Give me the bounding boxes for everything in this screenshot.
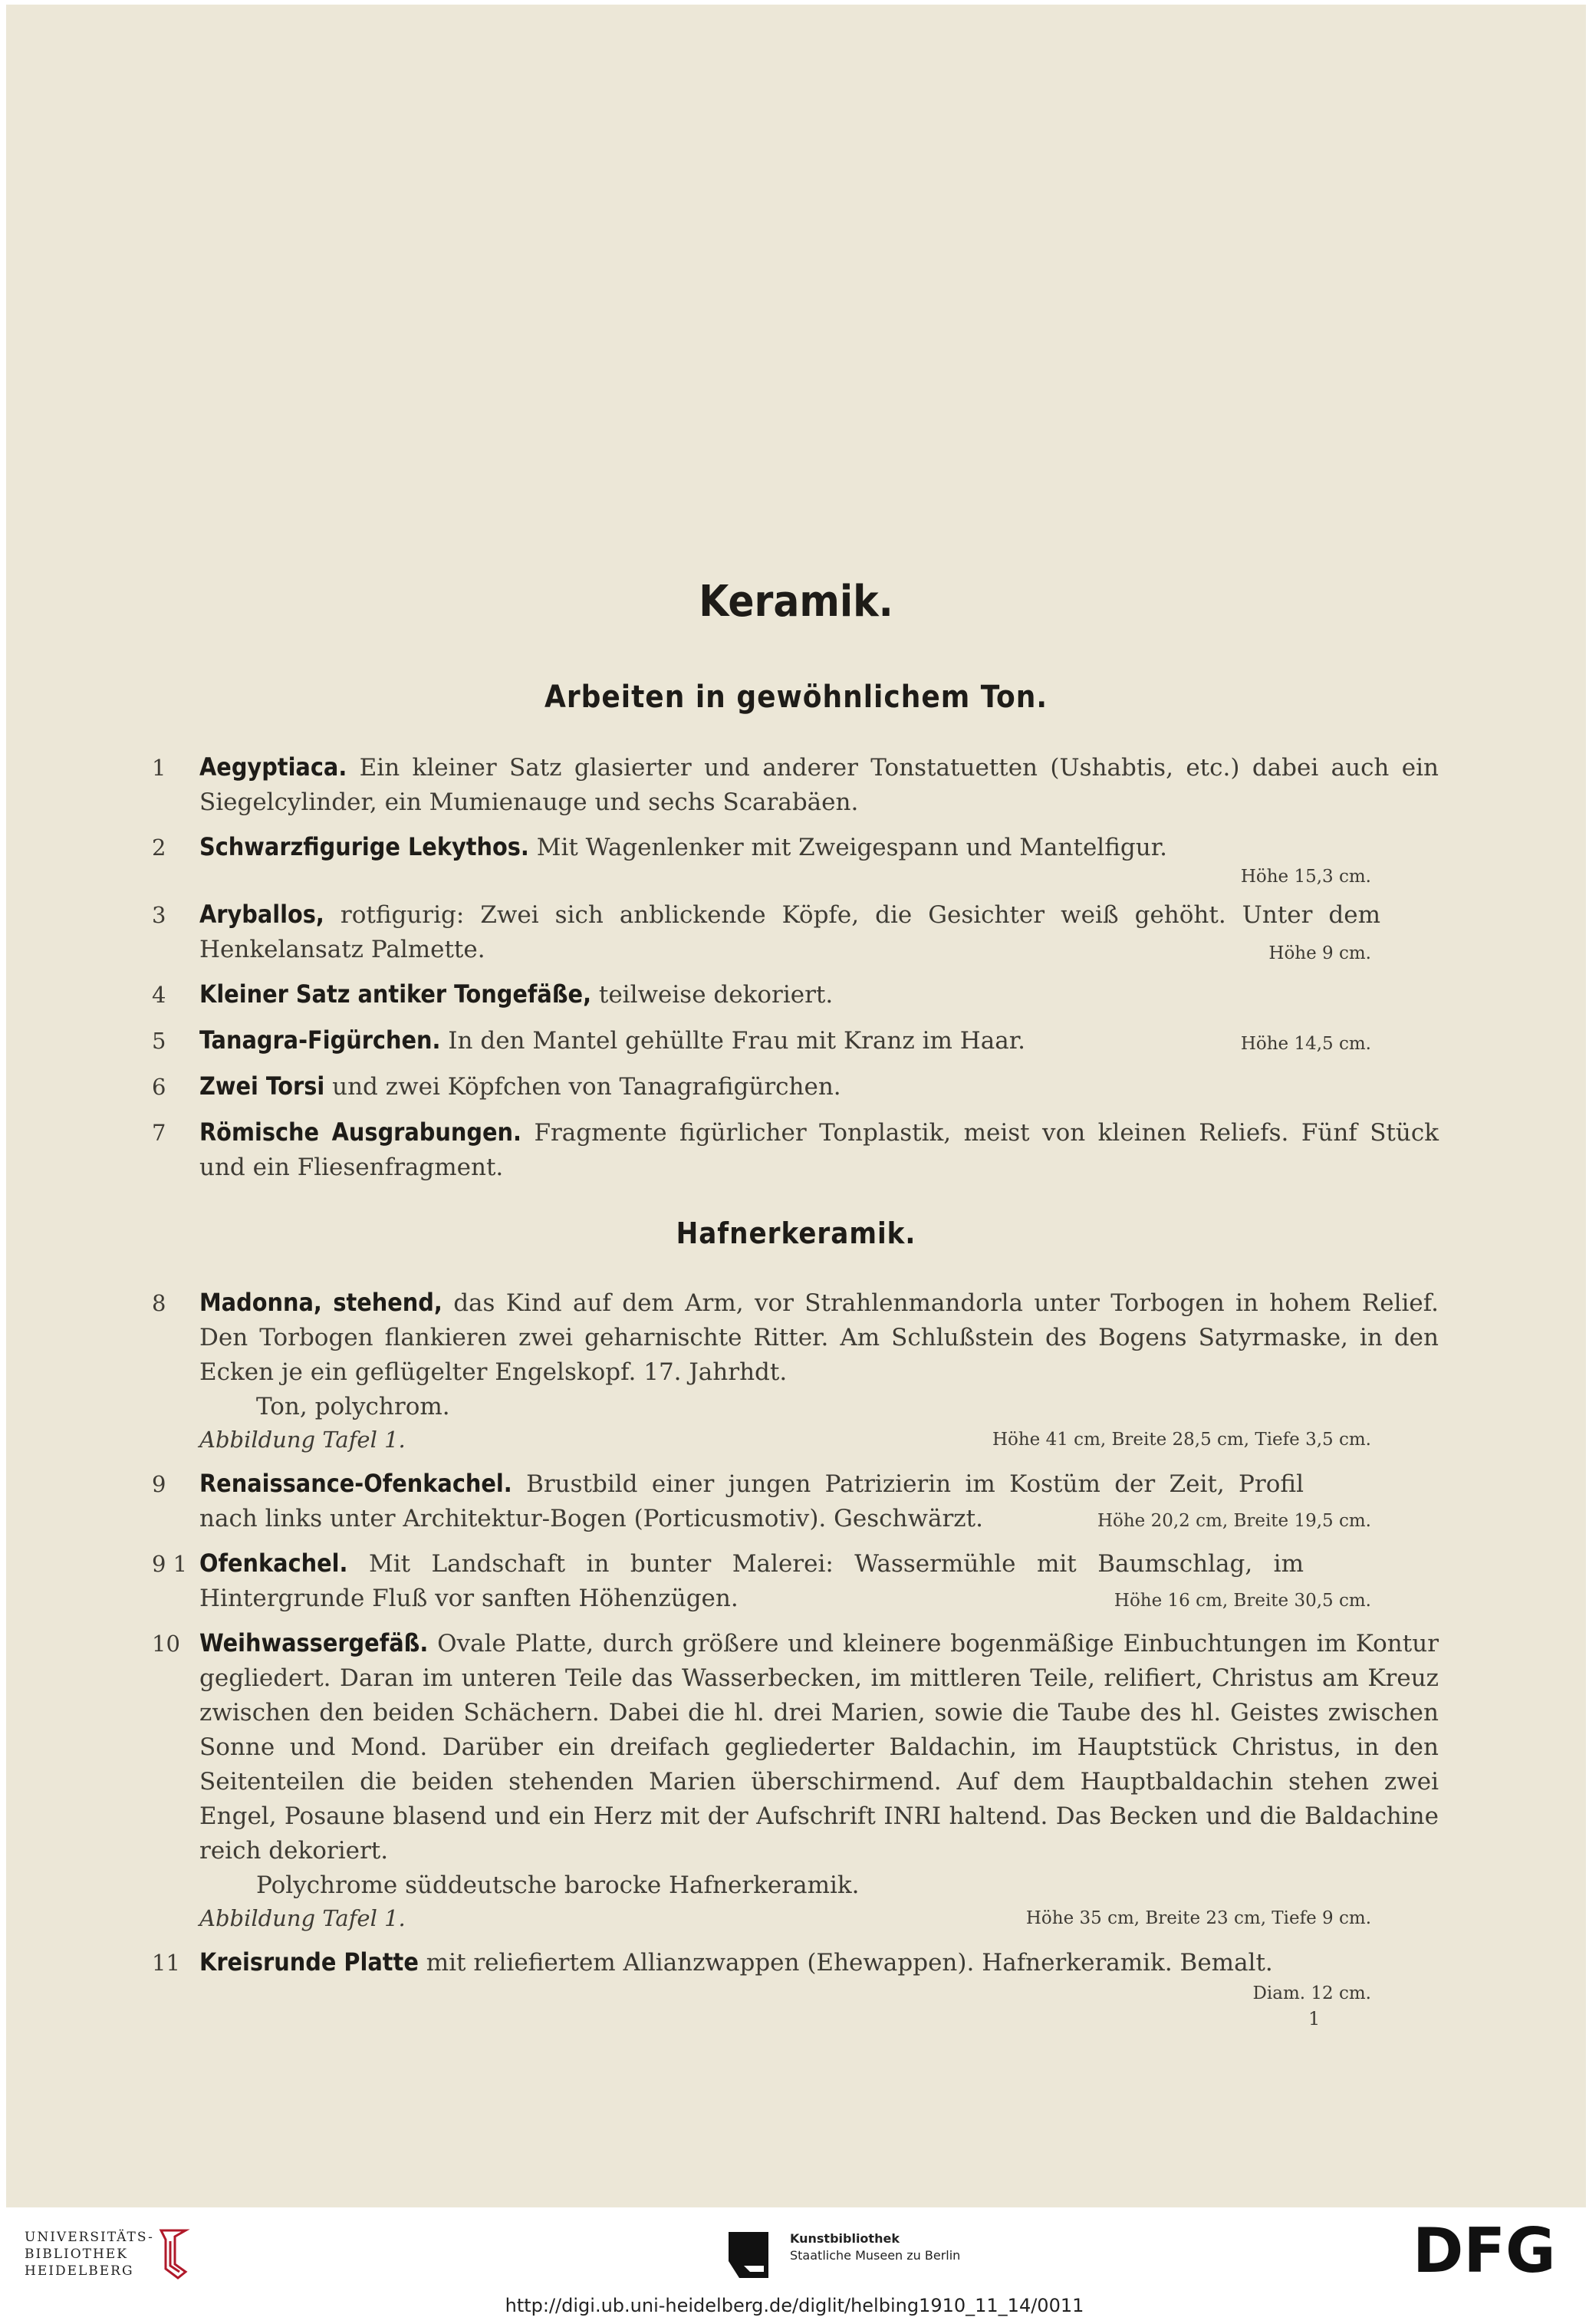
entry-number: 7 — [152, 1120, 166, 1146]
entry-text: Ovale Platte, durch größere und kleinere bogenmäßige Einbuchtungen im Kontur gegliedert. Daran im unteren Teile das Wasserbecken, im mittleren Teile, relifiert, Christus am Kreuz zwischen den beiden Schächern. Dabei die hl. drei Marien, sowie die Taube des hl. Geistes zwischen Sonne und Mond. Darüber ein dreifach gegliederter Baldachin, im Hauptstück Christus, in den Seitenteilen die beiden stehenden Marien überschirmend. Auf dem Hauptbaldachin stehen zwei Engel, Posaune blasend und ein Herz mit der Aufschrift INRI haltend. Das Becken und die Baldachine reich dekoriert. — [199, 1630, 1439, 1865]
svg-text:HEIDELBERG: HEIDELBERG — [25, 2263, 134, 2279]
entry-text: Ein kleiner Satz glasierter und anderer Tonstatuetten (Ushabtis, etc.) dabei auch ein Siegelcylinder, ein Mumienauge und sechs Scarabäen. — [199, 754, 1439, 816]
entry-abbildung: Abbildung Tafel 1. — [199, 1905, 406, 1931]
entry-title: Ofenkachel. — [199, 1549, 348, 1578]
entry-text: Fragmente figürlicher Tonplastik, meist von kleinen Reliefs. Fünf Stück und ein Fliesenfragment. — [199, 1119, 1439, 1181]
entry-title: Kleiner Satz antiker Tongefäße, — [199, 979, 591, 1009]
kunstbibliothek-name: Kunstbibliothek — [790, 2231, 900, 2246]
entry-measure: Höhe 20,2 cm, Breite 19,5 cm. — [1097, 1511, 1371, 1531]
section-heading-hafnerkeramik: Hafnerkeramik. — [676, 1216, 916, 1250]
entry-measure: Höhe 14,5 cm. — [1240, 1034, 1371, 1054]
entry-text: rotfigurig: Zwei sich anblickende Köpfe, die Gesichter weiß gehöht. Unter dem Henkelansatz Palmette. — [199, 901, 1380, 963]
entry-title: Zwei Torsi — [199, 1071, 325, 1101]
entry-number: 9 1 — [152, 1551, 188, 1577]
svg-text:BIBLIOTHEK: BIBLIOTHEK — [25, 2247, 128, 2262]
entry-measure: Höhe 15,3 cm. — [1240, 867, 1371, 887]
kunstbibliothek-subtitle: Staatliche Museen zu Berlin — [790, 2248, 961, 2263]
entry-measure: Höhe 41 cm, Breite 28,5 cm, Tiefe 3,5 cm. — [992, 1430, 1371, 1450]
entry-title: Renaissance-Ofenkachel. — [199, 1469, 512, 1498]
kunstbibliothek-logo-icon — [727, 2232, 776, 2278]
entry-text: teilweise dekoriert. — [598, 981, 834, 1009]
entry-number: 4 — [152, 982, 166, 1008]
entry-measure: Diam. 12 cm. — [1252, 1983, 1371, 2003]
entry-extra: Ton, polychrom. — [256, 1393, 450, 1420]
source-url[interactable]: http://digi.ub.uni-heidelberg.de/diglit/helbing1910_11_14/0011 — [505, 2295, 1084, 2316]
entry-title: Aryballos, — [199, 900, 324, 929]
footer-bar — [0, 2209, 1589, 2324]
entry-title: Madonna, stehend, — [199, 1288, 442, 1317]
catalog-page — [6, 5, 1586, 2207]
entry-number: 1 — [152, 755, 166, 781]
entry-number: 3 — [152, 902, 166, 928]
entry-title: Weihwassergefäß. — [199, 1628, 429, 1657]
main-heading: Keramik. — [699, 577, 893, 627]
entry-title: Kreisrunde Platte — [199, 1947, 419, 1977]
dfg-logo — [1413, 2218, 1566, 2280]
entry-title: Römische Ausgrabungen. — [199, 1118, 521, 1147]
entry-measure: Höhe 16 cm, Breite 30,5 cm. — [1114, 1591, 1371, 1611]
entry-text: Mit Wagenlenker mit Zweigespann und Mantelfigur. — [536, 834, 1167, 861]
entry-number: 2 — [152, 834, 166, 861]
entry-text: das Kind auf dem Arm, vor Strahlenmandorla unter Torbogen in hohem Relief. Den Torbogen flankieren zwei geharnischte Ritter. Am Schlußstein des Bogens Satyrmaske, in den Ecken je ein geflügelter Engelskopf. 17. Jahrhdt. — [199, 1289, 1439, 1386]
entry-title: Tanagra-Figürchen. — [199, 1025, 441, 1055]
kunstbibliothek-text — [790, 2230, 960, 2264]
entry-number: 9 — [152, 1471, 166, 1497]
university-library-logo — [25, 2224, 209, 2290]
entry-abbildung: Abbildung Tafel 1. — [199, 1427, 406, 1453]
page-number: 1 — [1308, 2008, 1321, 2029]
entry-measure: Höhe 9 cm. — [1268, 943, 1371, 963]
entry-number: 11 — [152, 1950, 180, 1976]
svg-text:UNIVERSITÄTS-: UNIVERSITÄTS- — [25, 2230, 154, 2245]
entry-number: 6 — [152, 1074, 166, 1100]
entry-text: mit reliefiertem Allianzwappen (Ehewappen). Hafnerkeramik. Bemalt. — [426, 1949, 1273, 1977]
entry-number: 5 — [152, 1028, 166, 1054]
entry-number: 8 — [152, 1290, 166, 1316]
entry-text: In den Mantel gehüllte Frau mit Kranz im Haar. — [448, 1027, 1026, 1055]
entry-measure: Höhe 35 cm, Breite 23 cm, Tiefe 9 cm. — [1025, 1908, 1371, 1928]
entry-extra: Polychrome süddeutsche barocke Hafnerkeramik. — [256, 1871, 860, 1899]
entry-text: Mit Landschaft in bunter Malerei: Wassermühle mit Baumschlag, im Hintergrunde Fluß vor sanften Höhenzügen. — [199, 1550, 1304, 1612]
entry-title: Schwarzfigurige Lekythos. — [199, 832, 529, 861]
section-heading-ton: Arbeiten in gewöhnlichem Ton. — [544, 680, 1048, 715]
entry-number: 10 — [152, 1631, 180, 1657]
entry-title: Aegyptiaca. — [199, 752, 347, 782]
entry-text: und zwei Köpfchen von Tanagrafigürchen. — [332, 1073, 841, 1101]
svg-text:DFG: DFG — [1413, 2218, 1556, 2280]
entry-text: Brustbild einer jungen Patrizierin im Kostüm der Zeit, Profil nach links unter Architektur-Bogen (Porticusmotiv). Geschwärzt. — [199, 1470, 1304, 1532]
